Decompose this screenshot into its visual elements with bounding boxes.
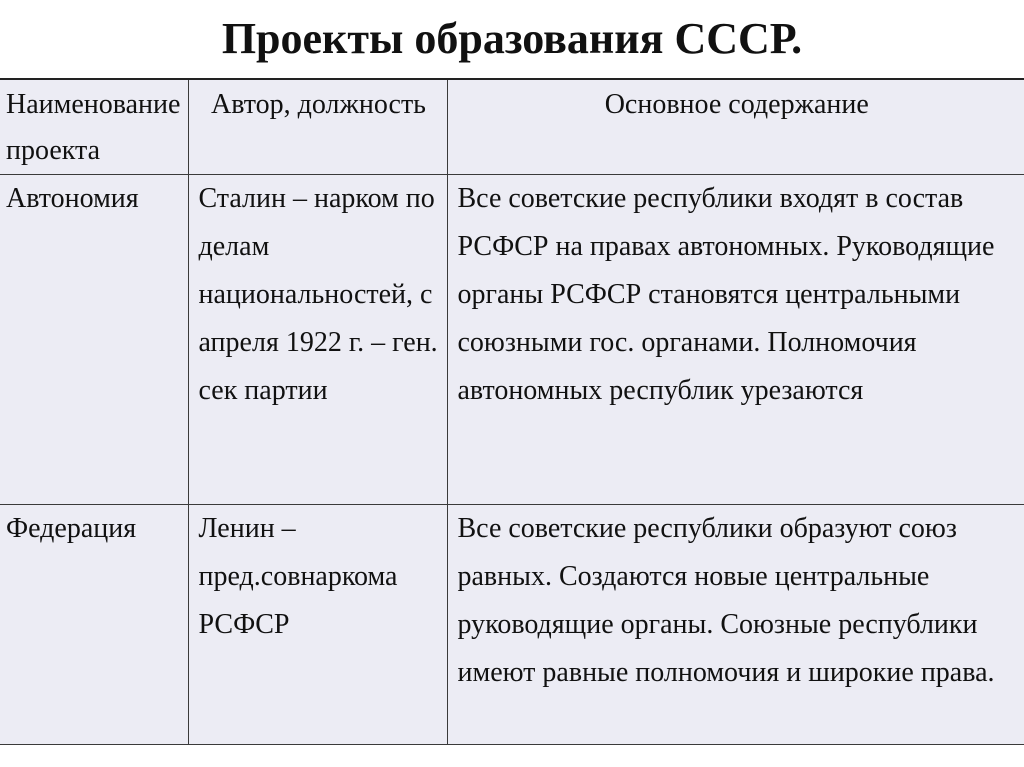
header-project-name: Наименование проекта — [0, 79, 188, 175]
cell-content: Все советские республики образуют союз равных. Создаются новые центральные руководящие органы. Союзные республики имеют равные полномочия и широкие права. — [447, 505, 1024, 745]
table-header-row — [0, 79, 1024, 175]
cell-author: Ленин – пред.совнаркома РСФСР — [188, 505, 447, 745]
projects-table — [0, 78, 1024, 745]
table-row-autonomy — [0, 175, 1024, 505]
cell-project-name: Федерация — [0, 505, 188, 745]
cell-content: Все советские республики входят в состав РСФСР на правах автономных. Руководящие органы РСФСР становятся центральными союзными гос. органами. Полномочия автономных республик урезаются — [447, 175, 1024, 505]
header-author: Автор, должность — [188, 79, 447, 175]
slide-title: Проекты образования СССР. — [221, 14, 803, 63]
header-content: Основное содержание — [447, 79, 1024, 175]
cell-project-name: Автономия — [0, 175, 188, 505]
cell-author: Сталин – нарком по делам национальностей, с апреля 1922 г. – ген. сек партии — [188, 175, 447, 505]
table-row-federation — [0, 505, 1024, 745]
